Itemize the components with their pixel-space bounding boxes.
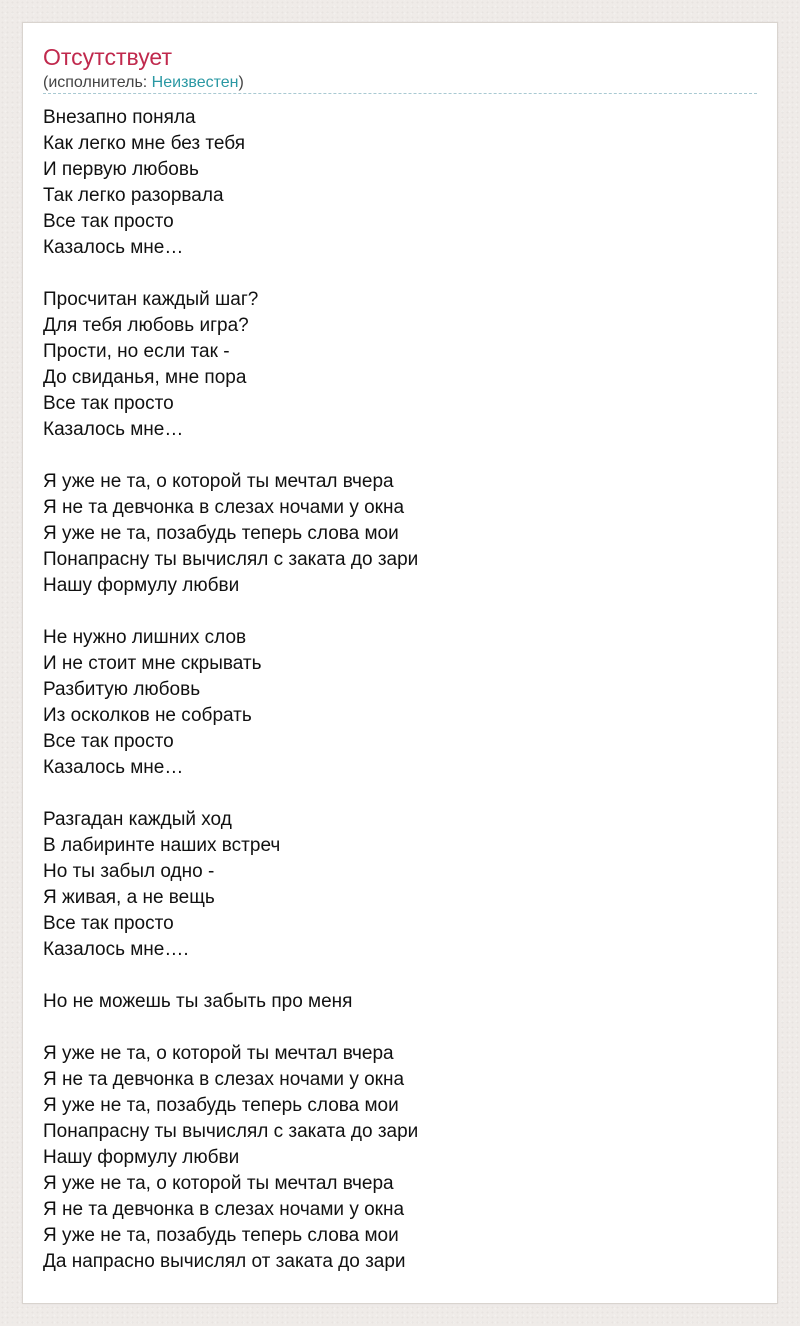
- stanza-gap: [43, 599, 753, 625]
- song-title: Отсутствует: [43, 44, 172, 70]
- lyric-line: Я уже не та, позабудь теперь слова мои: [43, 523, 399, 544]
- lyric-line: В лабиринте наших встреч: [43, 835, 281, 856]
- artist-prefix: (исполнитель:: [43, 74, 152, 91]
- lyric-line: Я не та девчонка в слезах ночами у окна: [43, 497, 405, 518]
- lyrics-card: [22, 22, 778, 1304]
- lyric-line: Так легко разорвала: [43, 185, 224, 206]
- lyric-line: Из осколков не собрать: [43, 705, 252, 726]
- stanza-gap: [43, 781, 753, 807]
- lyrics-text: [43, 105, 753, 1275]
- lyric-line: Внезапно поняла: [43, 107, 196, 128]
- lyric-line: Все так просто: [43, 913, 174, 934]
- lyric-line: Разгадан каждый ход: [43, 809, 232, 830]
- lyric-line: Казалось мне…: [43, 757, 184, 778]
- stanza-gap: [43, 963, 753, 989]
- lyric-line: Но ты забыл одно -: [43, 861, 215, 882]
- lyric-line: Казалось мне…: [43, 237, 184, 258]
- lyric-line: Все так просто: [43, 211, 174, 232]
- lyric-line: Я уже не та, о которой ты мечтал вчера: [43, 471, 394, 492]
- lyric-line: И не стоит мне скрывать: [43, 653, 262, 674]
- lyric-line: Казалось мне….: [43, 939, 189, 960]
- lyric-line: Казалось мне…: [43, 419, 184, 440]
- lyric-line: Я не та девчонка в слезах ночами у окна: [43, 1199, 405, 1220]
- lyric-line: Для тебя любовь игра?: [43, 315, 249, 336]
- lyric-line: И первую любовь: [43, 159, 199, 180]
- lyric-line: Я уже не та, позабудь теперь слова мои: [43, 1225, 399, 1246]
- lyric-line: Я живая, а не вещь: [43, 887, 215, 908]
- lyric-line: Просчитан каждый шаг?: [43, 289, 259, 310]
- lyric-line: Нашу формулу любви: [43, 1147, 240, 1168]
- lyric-line: Я уже не та, о которой ты мечтал вчера: [43, 1043, 394, 1064]
- stanza-gap: [43, 443, 753, 469]
- stanza-gap: [43, 1015, 753, 1041]
- lyric-line: Все так просто: [43, 393, 174, 414]
- lyric-line: Разбитую любовь: [43, 679, 201, 700]
- lyric-line: Но не можешь ты забыть про меня: [43, 991, 353, 1012]
- lyric-line: Понапрасну ты вычислял с заката до зари: [43, 549, 419, 570]
- lyric-line: Я уже не та, о которой ты мечтал вчера: [43, 1173, 394, 1194]
- stanza-gap: [43, 261, 753, 287]
- lyric-line: Понапрасну ты вычислял с заката до зари: [43, 1121, 419, 1142]
- artist-suffix: ): [238, 74, 244, 91]
- lyric-line: Нашу формулу любви: [43, 575, 240, 596]
- artist-line: [43, 73, 244, 93]
- lyric-line: Все так просто: [43, 731, 174, 752]
- lyric-line: Да напрасно вычислял от заката до зари: [43, 1251, 406, 1272]
- title-divider: [43, 93, 757, 94]
- lyric-line: Я уже не та, позабудь теперь слова мои: [43, 1095, 399, 1116]
- artist-link[interactable]: Неизвестен: [151, 74, 239, 91]
- lyric-line: Не нужно лишних слов: [43, 627, 247, 648]
- lyric-line: Прости, но если так -: [43, 341, 230, 362]
- lyric-line: Как легко мне без тебя: [43, 133, 245, 154]
- lyric-line: Я не та девчонка в слезах ночами у окна: [43, 1069, 405, 1090]
- lyric-line: До свиданья, мне пора: [43, 367, 247, 388]
